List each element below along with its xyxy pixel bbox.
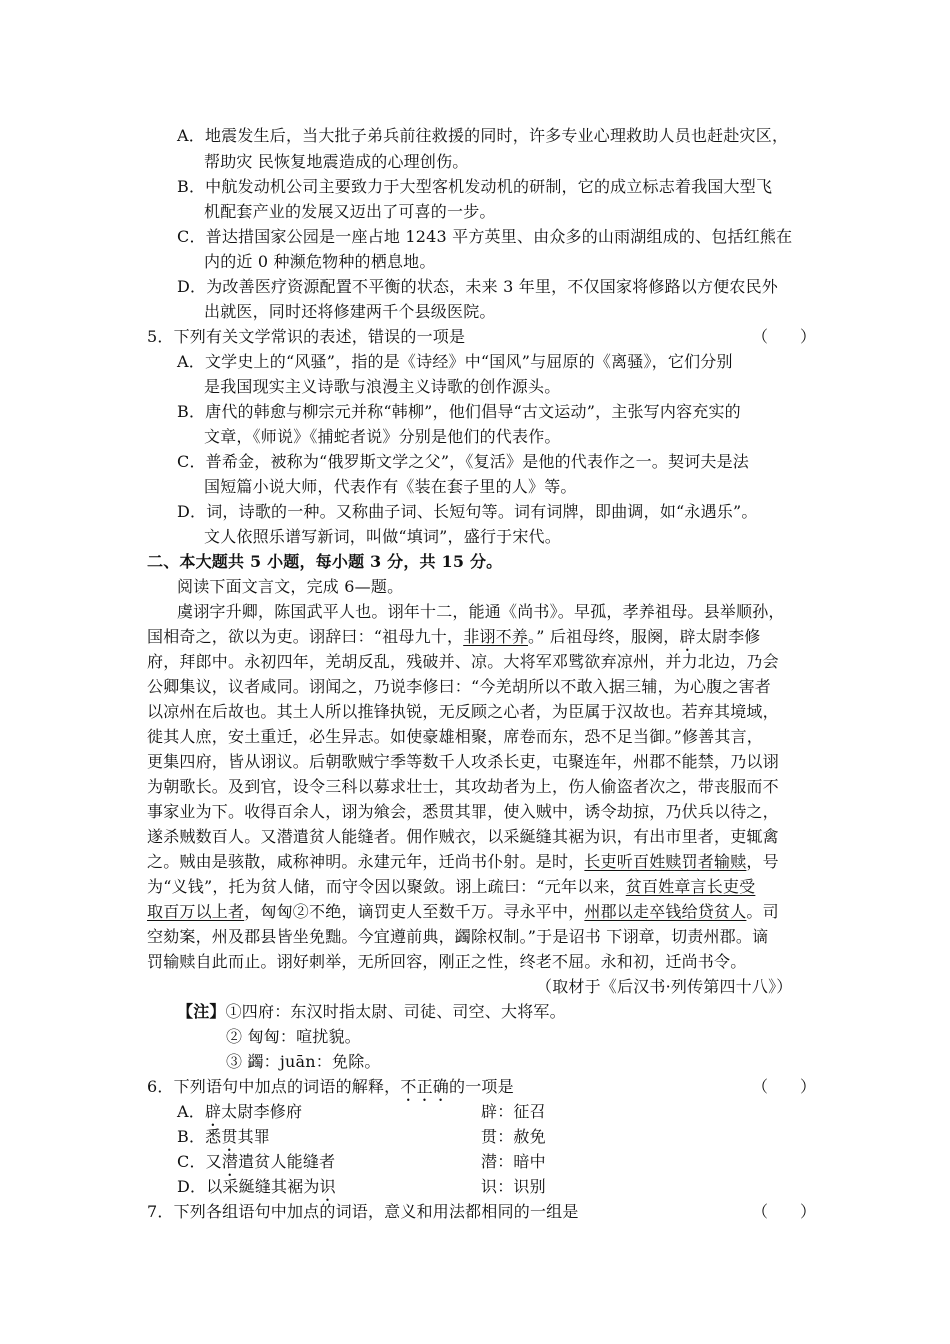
passage-line-7: 更集四府，皆从诩议。后朝歌贼宁季等数千人攻杀长吏，屯聚连年，州郡不能禁，乃以诩 [147,752,779,771]
q5-stem: 5．下列有关文学常识的表述，错误的一项是 [147,327,466,346]
q6-option-c: C．又潜遣贫人能缝者 [177,1152,336,1171]
q6-option-d-gloss: 识：识别 [481,1177,546,1196]
passage-line-5: 以凉州在后故也。其土人所以推锋执锐，无反顾之心者，为臣属于汉故也。若弃其境域， [147,702,779,721]
q6-answer-paren: （ ） [752,1077,817,1096]
q6-option-a-gloss: 辟：征召 [481,1102,546,1121]
q5-option-a-line2: 是我国现实主义诗歌与浪漫主义诗歌的创作源头。 [204,377,561,396]
q4-option-d-line1: D．为改善医疗资源配置不平衡的状态，未来 3 年里，不仅国家将修路以方便农民外 [177,277,778,296]
passage-line-6: 徙其人庶，安土重迁，必生异志。如使豪雄相聚，席卷而东，恐不足当御。”修善其言， [147,727,763,746]
passage-line-10: 遂杀贼数百人。又潜遣贫人能缝者。佣作贼衣，以采綖缝其裾为识，有出市里者，吏辄禽 [147,827,779,846]
q4-option-c-line2: 内的近 0 种濒危物种的栖息地。 [204,252,436,271]
q6-option-a: A．辟太尉李修府 [177,1102,303,1121]
q4-option-a-line1: A．地震发生后，当大批子弟兵前往救援的同时，许多专业心理救助人员也赶赴灾区， [177,126,789,145]
note-3: ③ 蠲：juān：免除。 [226,1052,381,1071]
passage-line-13: 取百万以上者，匈匈②不绝，谪罚吏人至数千万。寻永平中，州郡以走卒钱给贷贫人。司 [147,902,779,921]
q5-option-c-line2: 国短篇小说大师，代表作有《装在套子里的人》等。 [204,477,577,496]
dotted-word-pi: 辟 [679,627,696,646]
q6-option-b: B．悉贯其罪 [177,1127,270,1146]
dotted-word: 识 [319,1177,336,1196]
section-intro: 阅读下面文言文，完成 6—题。 [177,577,404,596]
q7-answer-paren: （ ） [752,1202,817,1221]
note-1: 【注】①四府：东汉时指太尉、司徒、司空、大将军。 [177,1002,566,1021]
passage-line-1: 虞诩字升卿，陈国武平人也。诩年十二，能通《尚书》。早孤，孝养祖母。县举顺孙， [177,602,785,621]
q7-stem: 7．下列各组语句中加点的词语，意义和用法都相同的一组是 [147,1202,579,1221]
q5-option-b-line2: 文章，《师说》《捕蛇者说》分别是他们的代表作。 [204,427,561,446]
passage-line-4: 公卿集议，议者咸同。诩闻之，乃说李修曰：“今羌胡所以不敢入据三辅，为心腹之害者 [147,677,771,696]
underlined-sentence-3a: 贫百姓章言长吏受 [625,877,756,896]
q5-option-d-line2: 文人依照乐谱写新词，叫做“填词”，盛行于宋代。 [204,527,561,546]
passage-line-3: 府，拜郎中。永初四年，羌胡反乱，残破并、凉。大将军邓骘欲弃凉州，并力北边，乃会 [147,652,779,671]
passage-source: （取材于《后汉书·列传第四十八》） [536,977,793,996]
dotted-word: 贯 [221,1127,238,1146]
dotted-word: 辟 [204,1102,222,1121]
underlined-sentence-3b: 取百万以上者 [147,902,245,921]
passage-line-12: 为“义钱”，托为贫人储，而守令因以聚敛。诩上疏曰：“元年以来，贫百姓章言长吏受 [147,877,756,896]
underlined-sentence-4: 州郡以走卒钱给贷贫人 [584,902,747,921]
q6-option-d: D．以采綖缝其裾为识 [177,1177,336,1196]
note-label: 【注】 [177,1002,226,1021]
q4-option-b-line1: B．中航发动机公司主要致力于大型客机发动机的研制，它的成立标志着我国大型飞 [177,177,773,196]
q4-option-a-line2: 帮助灾 民恢复地震造成的心理创伤。 [204,152,469,171]
underlined-sentence-1: 非诩不养 [463,627,528,646]
dotted-word: 潜 [221,1152,239,1171]
passage-line-9: 事家业为下。收得百余人，诩为飨会，悉贯其罪，使入贼中，诱令劫掠，乃伏兵以待之， [147,802,779,821]
underlined-sentence-2: 长吏听百姓赎罚者输赎 [584,852,747,871]
passage-line-8: 为朝歌长。及到官，设令三科以募求壮士，其攻劫者为上，伤人偷盗者次之，带丧服而不 [147,777,779,796]
q5-answer-paren: （ ） [752,327,817,346]
passage-line-2: 国相奇之，欲以为吏。诩辞曰：“祖母九十，非诩不养。” 后祖母终，服阕，辟太尉李修 [147,627,761,646]
q5-option-c-line1: C．普希金，被称为“俄罗斯文学之父”，《复活》是他的代表作之一。契诃夫是法 [177,452,750,471]
q4-option-d-line2: 出就医，同时还将修建两千个县级医院。 [204,302,496,321]
q5-option-b-line1: B．唐代的韩愈与柳宗元并称“韩柳”，他们倡导“古文运动”，主张写内容充实的 [177,402,741,421]
q4-option-b-line2: 机配套产业的发展又迈出了可喜的一步。 [204,202,496,221]
q5-option-a-line1: A．文学史上的“风骚”，指的是《诗经》中“国风”与屈原的《离骚》，它们分别 [177,352,733,371]
note-2: ② 匈匈：喧扰貌。 [226,1027,361,1046]
q4-option-c-line1: C．普达措国家公园是一座占地 1243 平方英里、由众多的山雨湖组成的、包括红熊在 [177,227,793,246]
q6-option-b-gloss: 贯：赦免 [481,1127,546,1146]
passage-line-14: 空劾案，州及郡县皆坐免黜。今宜遵前典，蠲除权制。”于是诏书 下诩章，切责州郡。谪 [147,927,769,946]
section-heading: 二、本大题共 5 小题，每小题 3 分，共 15 分。 [147,552,503,571]
q5-option-d-line1: D．词，诗歌的一种。又称曲子词、长短句等。词有词牌，即曲调，如“永遇乐”。 [177,502,758,521]
q6-dotted-not-correct: 不正确 [400,1077,449,1096]
q6-stem: 6．下列语句中加点的词语的解释，不正确的一项是 [147,1077,514,1096]
passage-line-11: 之。贼由是骇散，咸称神明。永建元年，迁尚书仆射。是时，长吏听百姓赎罚者输赎，号 [147,852,779,871]
passage-line-15: 罚输赎自此而止。诩好刺举，无所回容，刚正之性，终老不屈。永和初，迁尚书令。 [147,952,747,971]
q6-option-c-gloss: 潜：暗中 [481,1152,546,1171]
